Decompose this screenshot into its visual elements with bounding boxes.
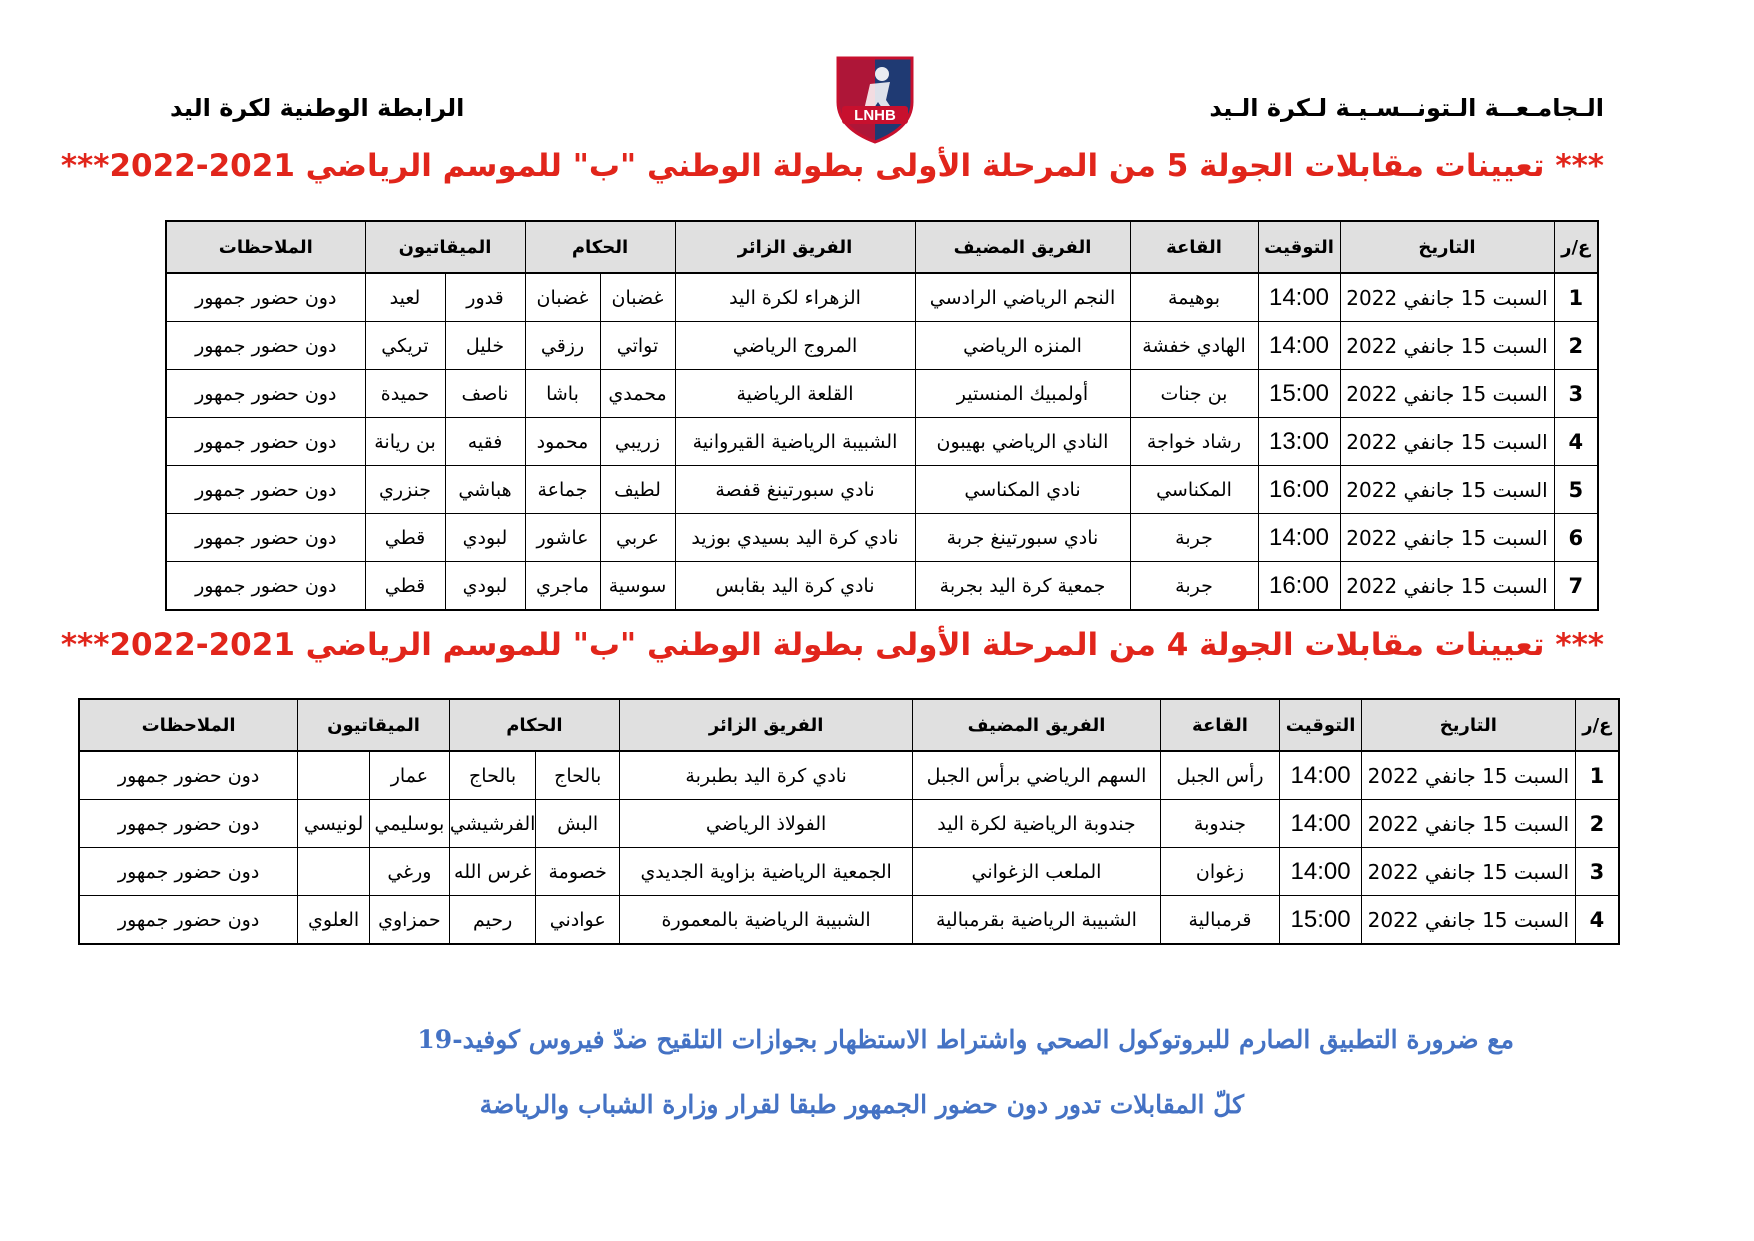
match-date: السبت 15 جانفي 2022 bbox=[1340, 418, 1554, 466]
timekeeper-1: خليل bbox=[445, 322, 525, 370]
table-row bbox=[166, 370, 1598, 418]
referee-1: تواتي bbox=[600, 322, 675, 370]
match-note: دون حضور جمهور bbox=[166, 273, 365, 322]
match-note: دون حضور جمهور bbox=[166, 370, 365, 418]
away-team: الشبيبة الرياضية بالمعمورة bbox=[619, 896, 912, 945]
table-row bbox=[79, 896, 1619, 945]
timekeeper-2: جنزري bbox=[365, 466, 445, 514]
away-team: نادي كرة اليد بسيدي بوزيد bbox=[675, 514, 915, 562]
match-note: دون حضور جمهور bbox=[79, 896, 298, 945]
col-away-team: الفريق الزائر bbox=[675, 221, 915, 273]
match-time: 16:00 bbox=[1258, 562, 1340, 611]
referee-1: زريبي bbox=[600, 418, 675, 466]
match-date: السبت 15 جانفي 2022 bbox=[1361, 751, 1575, 800]
timekeeper-1: عمار bbox=[369, 751, 449, 800]
away-team: نادي كرة اليد بطبربة bbox=[619, 751, 912, 800]
col-timekeepers: الميقاتيون bbox=[298, 699, 450, 751]
table-row bbox=[166, 418, 1598, 466]
row-number: 4 bbox=[1554, 418, 1598, 466]
federation-name: الـجامـعــة الـتونــسـيـة لـكرة الـيد bbox=[1209, 94, 1604, 122]
timekeeper-2: بن ريانة bbox=[365, 418, 445, 466]
match-hall: الهادي خفشة bbox=[1130, 322, 1258, 370]
match-time: 16:00 bbox=[1258, 466, 1340, 514]
no-audience-note: كلّ المقابلات تدور دون حضور الجمهور طبقا لقرار وزارة الشباب والرياضة bbox=[479, 1090, 1244, 1119]
match-time: 14:00 bbox=[1258, 273, 1340, 322]
timekeeper-2: قطي bbox=[365, 562, 445, 611]
referee-2: بالحاج bbox=[449, 751, 536, 800]
table-row bbox=[166, 562, 1598, 611]
match-hall: رشاد خواجة bbox=[1130, 418, 1258, 466]
home-team: السهم الرياضي برأس الجبل bbox=[913, 751, 1161, 800]
row-number: 3 bbox=[1554, 370, 1598, 418]
timekeeper-2: تريكي bbox=[365, 322, 445, 370]
referee-1: محمدي bbox=[600, 370, 675, 418]
timekeeper-1: لبودي bbox=[445, 514, 525, 562]
referee-2: رحيم bbox=[449, 896, 536, 945]
match-date: السبت 15 جانفي 2022 bbox=[1361, 896, 1575, 945]
match-date: السبت 15 جانفي 2022 bbox=[1340, 466, 1554, 514]
referee-1: لطيف bbox=[600, 466, 675, 514]
col-hall: القاعة bbox=[1130, 221, 1258, 273]
col-referees: الحكام bbox=[449, 699, 619, 751]
referee-2: رزقي bbox=[525, 322, 600, 370]
match-hall: جندوبة bbox=[1160, 800, 1279, 848]
table-row bbox=[166, 466, 1598, 514]
match-time: 13:00 bbox=[1258, 418, 1340, 466]
timekeeper-2: لعيد bbox=[365, 273, 445, 322]
match-time: 14:00 bbox=[1280, 800, 1362, 848]
match-hall: المكناسي bbox=[1130, 466, 1258, 514]
table-row bbox=[166, 514, 1598, 562]
home-team: الملعب الزغواني bbox=[913, 848, 1161, 896]
logo-text: LNHB bbox=[854, 107, 896, 124]
col-time: التوقيت bbox=[1280, 699, 1362, 751]
row-number: 6 bbox=[1554, 514, 1598, 562]
match-date: السبت 15 جانفي 2022 bbox=[1361, 800, 1575, 848]
match-date: السبت 15 جانفي 2022 bbox=[1340, 370, 1554, 418]
home-team: النادي الرياضي بهيبون bbox=[915, 418, 1130, 466]
match-note: دون حضور جمهور bbox=[79, 751, 298, 800]
col-time: التوقيت bbox=[1258, 221, 1340, 273]
referee-1: سوسية bbox=[600, 562, 675, 611]
match-time: 14:00 bbox=[1258, 322, 1340, 370]
referee-2: الفرشيشي bbox=[449, 800, 536, 848]
away-team: نادي كرة اليد بقابس bbox=[675, 562, 915, 611]
timekeeper-1: ورغي bbox=[369, 848, 449, 896]
match-note: دون حضور جمهور bbox=[166, 322, 365, 370]
referee-2: غرس الله bbox=[449, 848, 536, 896]
match-time: 15:00 bbox=[1258, 370, 1340, 418]
table-row bbox=[79, 800, 1619, 848]
match-note: دون حضور جمهور bbox=[166, 562, 365, 611]
col-home-team: الفريق المضيف bbox=[915, 221, 1130, 273]
row-number: 5 bbox=[1554, 466, 1598, 514]
referee-2: ماجري bbox=[525, 562, 600, 611]
round4-schedule-table bbox=[78, 698, 1620, 945]
match-hall: زغوان bbox=[1160, 848, 1279, 896]
timekeeper-1: ناصف bbox=[445, 370, 525, 418]
home-team: نادي سبورتينغ جربة bbox=[915, 514, 1130, 562]
match-hall: جربة bbox=[1130, 562, 1258, 611]
home-team: جمعية كرة اليد بجربة bbox=[915, 562, 1130, 611]
col-date: التاريخ bbox=[1340, 221, 1554, 273]
table-row bbox=[79, 751, 1619, 800]
match-note: دون حضور جمهور bbox=[79, 800, 298, 848]
col-number: ع/ر bbox=[1575, 699, 1619, 751]
lnhb-logo bbox=[820, 50, 930, 150]
table-row bbox=[79, 848, 1619, 896]
table-row bbox=[166, 322, 1598, 370]
round5-schedule-table bbox=[165, 220, 1599, 611]
match-hall: بوهيمة bbox=[1130, 273, 1258, 322]
league-name: الرابطة الوطنية لكرة اليد bbox=[170, 94, 465, 122]
col-notes: الملاحظات bbox=[166, 221, 365, 273]
section1-title: *** تعيينات مقابلات الجولة 5 من المرحلة الأولى بطولة الوطني "ب" للموسم الرياضي 2021-2022*** bbox=[60, 148, 1604, 184]
away-team: المروج الرياضي bbox=[675, 322, 915, 370]
home-team: المنزه الرياضي bbox=[915, 322, 1130, 370]
timekeeper-1: فقيه bbox=[445, 418, 525, 466]
match-time: 14:00 bbox=[1258, 514, 1340, 562]
health-protocol-note: مع ضرورة التطبيق الصارم للبروتوكول الصحي واشتراط الاستظهار بجوازات التلقيح ضدّ فيروس كوفيد-19 bbox=[417, 1025, 1514, 1054]
home-team: الشبيبة الرياضية بقرمبالية bbox=[913, 896, 1161, 945]
match-date: السبت 15 جانفي 2022 bbox=[1340, 514, 1554, 562]
row-number: 7 bbox=[1554, 562, 1598, 611]
away-team: نادي سبورتينغ قفصة bbox=[675, 466, 915, 514]
timekeeper-2: قطي bbox=[365, 514, 445, 562]
match-note: دون حضور جمهور bbox=[166, 466, 365, 514]
table-header-row bbox=[166, 221, 1598, 273]
col-number: ع/ر bbox=[1554, 221, 1598, 273]
match-note: دون حضور جمهور bbox=[166, 514, 365, 562]
home-team: النجم الرياضي الرادسي bbox=[915, 273, 1130, 322]
timekeeper-1: حمزاوي bbox=[369, 896, 449, 945]
timekeeper-2: لونيسي bbox=[298, 800, 370, 848]
home-team: جندوبة الرياضية لكرة اليد bbox=[913, 800, 1161, 848]
match-note: دون حضور جمهور bbox=[166, 418, 365, 466]
table-header-row bbox=[79, 699, 1619, 751]
timekeeper-2 bbox=[298, 848, 370, 896]
match-note: دون حضور جمهور bbox=[79, 848, 298, 896]
match-date: السبت 15 جانفي 2022 bbox=[1361, 848, 1575, 896]
match-date: السبت 15 جانفي 2022 bbox=[1340, 562, 1554, 611]
table-row bbox=[166, 273, 1598, 322]
section2-title: *** تعيينات مقابلات الجولة 4 من المرحلة الأولى بطولة الوطني "ب" للموسم الرياضي 2021-2022*** bbox=[60, 627, 1604, 663]
match-date: السبت 15 جانفي 2022 bbox=[1340, 322, 1554, 370]
referee-2: عاشور bbox=[525, 514, 600, 562]
referee-1: عوادني bbox=[536, 896, 620, 945]
timekeeper-1: قدور bbox=[445, 273, 525, 322]
row-number: 2 bbox=[1554, 322, 1598, 370]
referee-1: غضبان bbox=[600, 273, 675, 322]
referee-2: غضبان bbox=[525, 273, 600, 322]
referee-2: محمود bbox=[525, 418, 600, 466]
timekeeper-2: حميدة bbox=[365, 370, 445, 418]
col-notes: الملاحظات bbox=[79, 699, 298, 751]
timekeeper-2 bbox=[298, 751, 370, 800]
col-home-team: الفريق المضيف bbox=[913, 699, 1161, 751]
away-team: الشبيبة الرياضية القيروانية bbox=[675, 418, 915, 466]
match-hall: قرمبالية bbox=[1160, 896, 1279, 945]
col-referees: الحكام bbox=[525, 221, 675, 273]
row-number: 1 bbox=[1554, 273, 1598, 322]
match-hall: بن جنات bbox=[1130, 370, 1258, 418]
col-timekeepers: الميقاتيون bbox=[365, 221, 525, 273]
referee-2: باشا bbox=[525, 370, 600, 418]
timekeeper-1: بوسليمي bbox=[369, 800, 449, 848]
away-team: الفولاذ الرياضي bbox=[619, 800, 912, 848]
col-date: التاريخ bbox=[1361, 699, 1575, 751]
timekeeper-2: العلوي bbox=[298, 896, 370, 945]
referee-1: البش bbox=[536, 800, 620, 848]
home-team: أولمبيك المنستير bbox=[915, 370, 1130, 418]
away-team: القلعة الرياضية bbox=[675, 370, 915, 418]
match-hall: رأس الجبل bbox=[1160, 751, 1279, 800]
match-hall: جربة bbox=[1130, 514, 1258, 562]
match-time: 14:00 bbox=[1280, 751, 1362, 800]
match-time: 14:00 bbox=[1280, 848, 1362, 896]
col-away-team: الفريق الزائر bbox=[619, 699, 912, 751]
away-team: الجمعية الرياضية بزاوية الجديدي bbox=[619, 848, 912, 896]
home-team: نادي المكناسي bbox=[915, 466, 1130, 514]
referee-1: عربي bbox=[600, 514, 675, 562]
col-hall: القاعة bbox=[1160, 699, 1279, 751]
referee-1: خصومة bbox=[536, 848, 620, 896]
row-number: 3 bbox=[1575, 848, 1619, 896]
row-number: 4 bbox=[1575, 896, 1619, 945]
match-time: 15:00 bbox=[1280, 896, 1362, 945]
row-number: 1 bbox=[1575, 751, 1619, 800]
timekeeper-1: هباشي bbox=[445, 466, 525, 514]
referee-1: بالحاج bbox=[536, 751, 620, 800]
timekeeper-1: لبودي bbox=[445, 562, 525, 611]
row-number: 2 bbox=[1575, 800, 1619, 848]
away-team: الزهراء لكرة اليد bbox=[675, 273, 915, 322]
referee-2: جماعة bbox=[525, 466, 600, 514]
match-date: السبت 15 جانفي 2022 bbox=[1340, 273, 1554, 322]
